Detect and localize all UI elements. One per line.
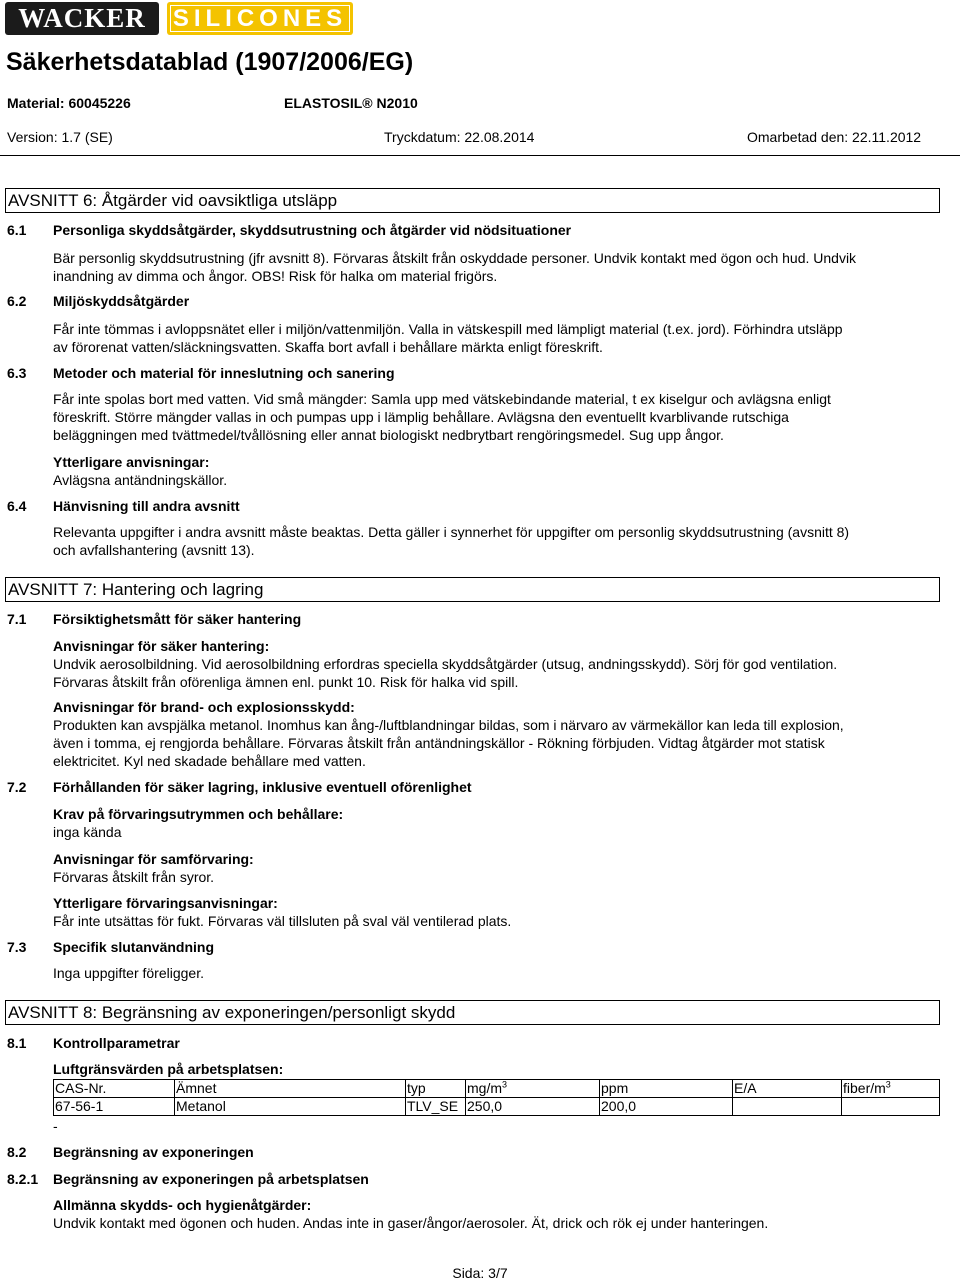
table-cell [842,1098,940,1116]
column-header [466,1080,600,1098]
unit-text: mg/m [467,1080,502,1096]
subsection-number: 6.3 [7,365,27,381]
subsection-number: 7.1 [7,611,27,627]
subsection-title: Kontrollparametrar [53,1035,180,1051]
paragraph-line: inandning av dimma och ångor. OBS! Risk för halka om material frigörs. [53,268,498,284]
paragraph-line: inga kända [53,824,122,840]
paragraph-line: av förorenat vatten/släckningsvatten. Skaffa bort avfall i behållare märkta enligt föreskrift. [53,339,603,355]
paragraph-line: Undvik aerosolbildning. Vid aerosolbildning erfordras speciella skyddsåtgärder (utsug, andningsskydd). Sörj för god ventilation. [53,656,838,672]
document-title: Säkerhetsdatablad (1907/2006/EG) [6,48,414,76]
column-header [842,1080,940,1098]
subsection-title: Specifik slutanvändning [53,939,215,955]
superscript: 3 [502,1079,508,1090]
sub-heading: Ytterligare anvisningar: [53,454,210,470]
subsection-title: Begränsning av exponeringen på arbetsplatsen [53,1171,369,1187]
subsection-number: 7.3 [7,939,27,955]
sub-heading: Allmänna skydds- och hygienåtgärder: [53,1197,312,1213]
paragraph-line: Bär personlig skyddsutrustning (jfr avsnitt 8). Förvaras åtskilt från oskyddade personer. Undvik kontakt med ögon och hud. Undvik [53,250,857,266]
column-header: CAS-Nr. [54,1080,175,1098]
subsection-number: 6.2 [7,293,27,309]
column-header: Ämnet [175,1080,406,1098]
revision-date: Omarbetad den: 22.11.2012 [747,129,922,145]
table-cell: 67-56-1 [54,1098,175,1116]
header-divider [0,155,960,156]
table-cell: Metanol [175,1098,406,1116]
paragraph-line: Inga uppgifter föreligger. [53,965,204,981]
table-cell: TLV_SE [406,1098,466,1116]
subsection-title: Hänvisning till andra avsnitt [53,498,240,514]
sub-heading: Ytterligare förvaringsanvisningar: [53,895,278,911]
paragraph-line: Får inte utsättas för fukt. Förvaras väl tillsluten på sval väl ventilerad plats. [53,913,512,929]
exposure-limits-table [53,1079,940,1116]
sub-heading: Anvisningar för brand- och explosionsskydd: [53,699,355,715]
table-cell [733,1098,842,1116]
column-header: typ [406,1080,466,1098]
paragraph-line: även i tomma, ej rengjorda behållare. Förvaras åtskilt från antändningskällor - Rökning förbjuden. Vidtag åtgärder mot statisk [53,735,825,751]
paragraph-line: Relevanta uppgifter i andra avsnitt måste beaktas. Detta gäller i synnerhet för uppgifter om personlig skyddsutrustning (avsnitt 8) [53,524,850,540]
section-6-title: AVSNITT 6: Åtgärder vid oavsiktliga utsläpp [8,191,338,210]
subsection-title: Miljöskyddsåtgärder [53,293,190,309]
paragraph-line: Får inte spolas bort med vatten. Vid små mängder: Samla upp med vätskebindande material, t ex kiselgur och avlägsna enligt [53,391,831,407]
section-8-heading [5,1000,940,1025]
sub-heading: Anvisningar för samförvaring: [53,851,254,867]
product-name: ELASTOSIL® N2010 [284,95,418,111]
print-date: Tryckdatum: 22.08.2014 [384,129,535,145]
subsection-title: Metoder och material för inneslutning och sanering [53,365,395,381]
paragraph-line: Förvaras åtskilt från oförenliga ämnen enl. punkt 10. Risk för halka vid spill. [53,674,519,690]
subsection-title: Personliga skyddsåtgärder, skyddsutrustning och åtgärder vid nödsituationer [53,222,572,238]
unit-text: fiber/m [843,1080,886,1096]
silicones-logo: SILICONES [167,2,353,35]
paragraph-line: Förvaras åtskilt från syror. [53,869,215,885]
superscript: 3 [885,1079,891,1090]
section-7-title: AVSNITT 7: Hantering och lagring [8,580,264,599]
page-number: Sida: 3/7 [452,1265,508,1278]
subsection-title: Begränsning av exponeringen [53,1144,254,1160]
column-header: ppm [600,1080,733,1098]
subsection-number: 8.2 [7,1144,27,1160]
paragraph-line: Undvik kontakt med ögonen och huden. Andas inte in gaser/ångor/aerosoler. Ät, drick och rök ej under hanteringen. [53,1215,769,1231]
section-7-heading [5,577,940,602]
paragraph-line: beläggningen med tvättmedel/tvållösning eller annat biologiskt nedbrytbart rengöringsmedel. Sug upp ångor. [53,427,724,443]
table-cell: 200,0 [600,1098,733,1116]
paragraph-line: Avlägsna antändningskällor. [53,472,228,488]
sub-heading: Krav på förvaringsutrymmen och behållare: [53,806,344,822]
subsection-number: 6.1 [7,222,27,238]
subsection-title: Förhållanden för säker lagring, inklusive eventuell oförenlighet [53,779,472,795]
table-row [54,1098,940,1116]
paragraph-line: och avfallshantering (avsnitt 13). [53,542,255,558]
subsection-number: 7.2 [7,779,27,795]
sub-heading: Anvisningar för säker hantering: [53,638,270,654]
table-footnote-dash: - [53,1118,58,1134]
paragraph-line: elektricitet. Kyl ned skadade behållare med vatten. [53,753,366,769]
table-cell: 250,0 [466,1098,600,1116]
paragraph-line: Produkten kan avspjälka metanol. Inomhus kan ång-/luftblandningar bildas, som i närvaro av värmekällor kan leda till explosion, [53,717,844,733]
material-number: Material: 60045226 [7,95,131,111]
subsection-number: 8.1 [7,1035,27,1051]
wacker-logo: WACKER [5,2,159,35]
section-6-heading [5,188,940,213]
paragraph-line: Får inte tömmas i avloppsnätet eller i miljön/vattenmiljön. Valla in vätskespill med lämpligt material (t.ex. jord). Förhindra utsläpp [53,321,843,337]
table-title: Luftgränsvärden på arbetsplatsen: [53,1061,284,1077]
paragraph-line: föreskrift. Större mängder vallas in och pumpas upp i lämplig behållare. Avlägsna den eventuellt kvarblivande rutschiga [53,409,789,425]
column-header: E/A [733,1080,842,1098]
version-label: Version: 1.7 (SE) [7,129,113,145]
subsection-number: 8.2.1 [7,1171,39,1187]
subsection-title: Försiktighetsmått för säker hantering [53,611,302,627]
table-header-row [54,1080,940,1098]
section-8-title: AVSNITT 8: Begränsning av exponeringen/personligt skydd [8,1003,456,1022]
subsection-number: 6.4 [7,498,27,514]
logo-row [5,2,353,38]
